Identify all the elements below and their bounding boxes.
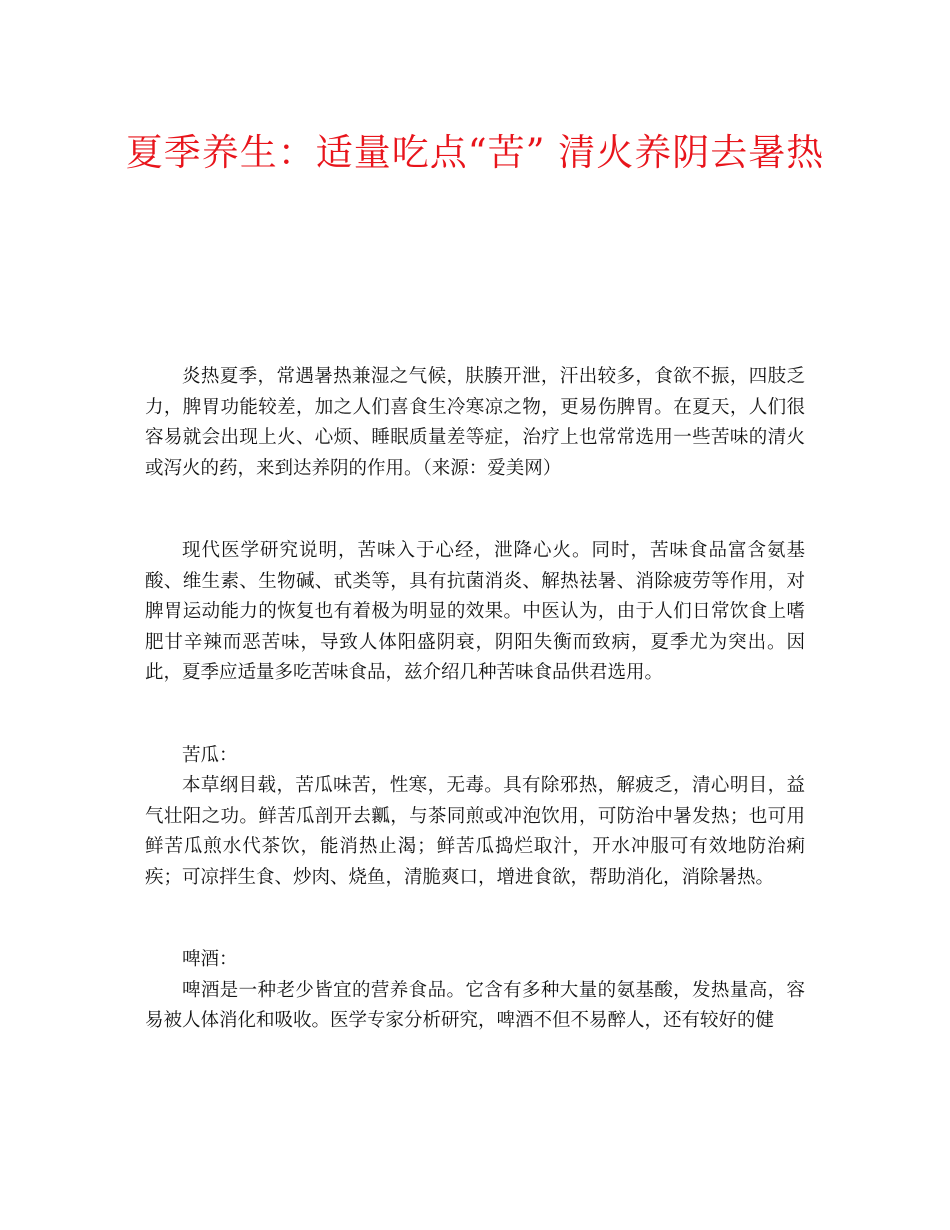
section-heading-bitter-melon: 苦瓜： — [182, 744, 238, 766]
section-text-beer: 啤酒是一种老少皆宜的营养食品。它含有多种大量的氨基酸，发热量高，容易被人体消化和吸收。医学专家分析研究，啤酒不但不易醉人，还有较好的健 — [145, 979, 805, 1031]
article-body — [145, 362, 805, 1037]
paragraph-intro: 炎热夏季，常遇暑热兼湿之气候，肤腠开泄，汗出较多，食欲不振，四肢乏力，脾胃功能较差，加之人们喜食生冷寒凉之物，更易伤脾胃。在夏天，人们很容易就会出现上火、心烦、睡眠质量差等症，治疗上也常常选用一些苦味的清火或泻火的药，来到达养阴的作用。（来源：爱美网） — [145, 366, 805, 479]
section-text-bitter-melon: 本草纲目载，苦瓜味苦，性寒，无毒。具有除邪热，解疲乏，清心明目，益气壮阳之功。鲜苦瓜剖开去瓤，与茶同煎或冲泡饮用，可防治中暑发热；也可用鲜苦瓜煎水代茶饮，能消热止渴；鲜苦瓜捣烂取汁，开水冲服可有效地防治痢疾；可凉拌生食、炒肉、烧鱼，清脆爽口，增进食欲，帮助消化，消除暑热。 — [145, 775, 805, 888]
paragraph-medical-research: 现代医学研究说明，苦味入于心经，泄降心火。同时，苦味食品富含氨基酸、维生素、生物碱、甙类等，具有抗菌消炎、解热祛暑、消除疲劳等作用，对脾胃运动能力的恢复也有着极为明显的效果。中医认为，由于人们日常饮食上嗜肥甘辛辣而恶苦味，导致人体阳盛阴衰，阴阳失衡而致病，夏季尤为突出。因此，夏季应适量多吃苦味食品，兹介绍几种苦味食品供君选用。 — [145, 540, 805, 683]
section-heading-beer: 啤酒： — [182, 949, 238, 970]
page-title: 夏季养生：适量吃点“苦” 清火养阴去暑热 — [125, 131, 825, 174]
